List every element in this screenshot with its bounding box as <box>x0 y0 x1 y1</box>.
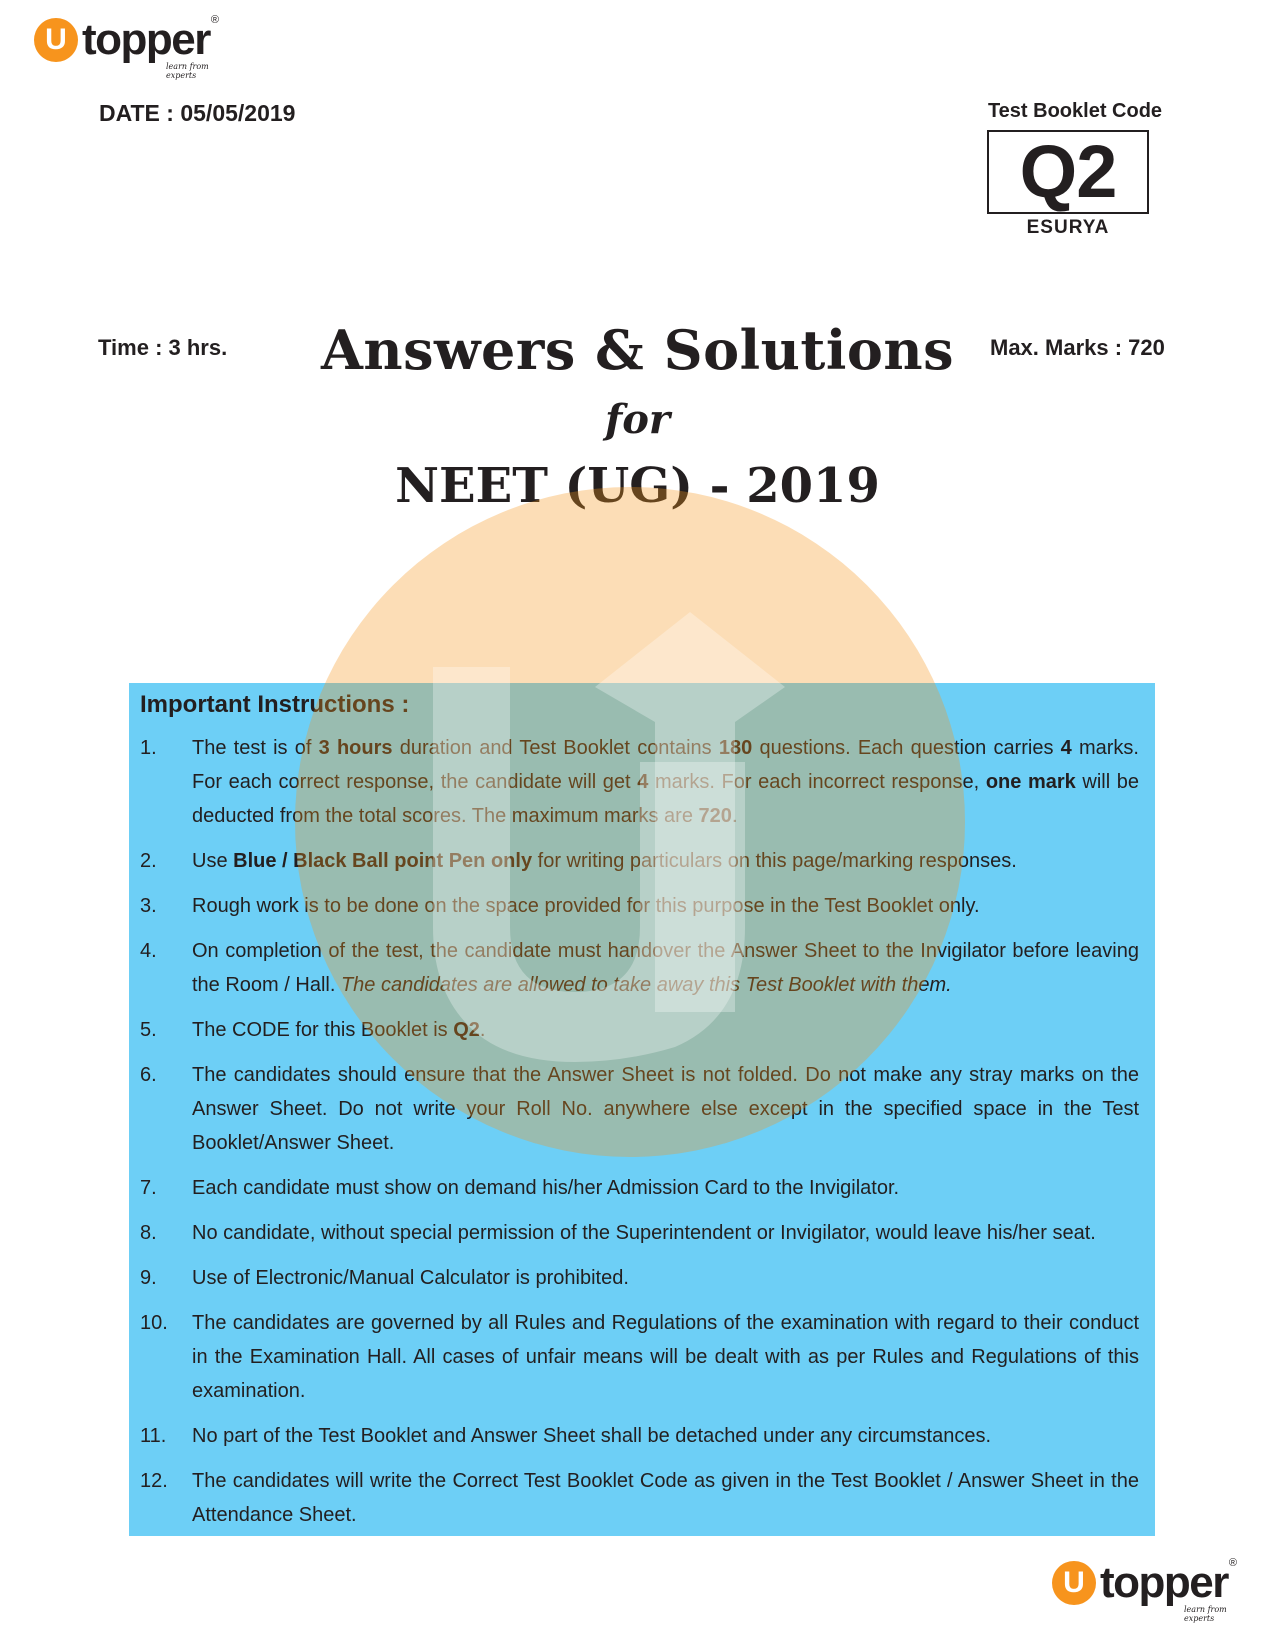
instruction-item <box>140 731 1139 833</box>
instruction-item <box>140 1306 1139 1408</box>
instruction-text: Each candidate must show on demand his/her Admission Card to the Invigilator. <box>192 1177 900 1199</box>
instruction-number: 1. <box>140 737 157 759</box>
instruction-text: No part of the Test Booklet and Answer Sheet shall be detached under any circumstances. <box>192 1425 991 1447</box>
logo-footer-tagline: learn from experts <box>1184 1605 1227 1623</box>
instruction-item <box>140 1171 1139 1205</box>
instruction-number: 10. <box>140 1312 168 1334</box>
instruction-text: The candidates are governed by all Rules and Regulations of the examination with regard to their conduct in the Examination Hall. All cases of unfair means will be dealt with as per Rules and Regulations of this examination. <box>192 1312 1139 1402</box>
instruction-number: 12. <box>140 1470 168 1492</box>
instruction-item <box>140 934 1139 1002</box>
instruction-item <box>140 844 1139 878</box>
instruction-number: 3. <box>140 895 157 917</box>
exam-name: NEET (UG) - 2019 <box>395 458 880 514</box>
logo-tagline: learn from experts <box>166 62 209 80</box>
instructions-panel <box>129 683 1155 1536</box>
instruction-text: Use of Electronic/Manual Calculator is prohibited. <box>192 1267 629 1289</box>
instruction-item <box>140 1419 1139 1453</box>
instruction-item <box>140 1216 1139 1250</box>
title-connector: for <box>605 396 670 443</box>
instruction-number: 4. <box>140 940 157 962</box>
registered-mark-footer: ® <box>1228 1557 1237 1569</box>
instruction-text: The CODE for this Booklet is Q2. <box>192 1019 486 1041</box>
instruction-text: The candidates should ensure that the Answer Sheet is not folded. Do not make any stray marks on the Answer Sheet. Do not write your Roll No. anywhere else except in the specified space in the Test Booklet/Answer Sheet. <box>192 1064 1139 1154</box>
instructions-heading: Important Instructions : <box>140 691 410 718</box>
instruction-item <box>140 1058 1139 1160</box>
page-title: Answers & Solutions <box>320 318 955 382</box>
exam-duration: Time : 3 hrs. <box>98 335 228 360</box>
instruction-number: 8. <box>140 1222 157 1244</box>
booklet-code: Q2 <box>987 130 1149 214</box>
topper-logo-footer-icon: U <box>1052 1561 1096 1605</box>
instruction-number: 11. <box>140 1425 167 1447</box>
topper-logo <box>34 14 219 80</box>
booklet-code-label: Test Booklet Code <box>987 100 1163 122</box>
registered-mark: ® <box>210 14 219 26</box>
instruction-number: 7. <box>140 1177 157 1199</box>
instructions-list <box>140 731 1139 1532</box>
instruction-text: The test is of 3 hours duration and Test Booklet contains 180 questions. Each question carries 4 marks. For each correct response, the candidate will get 4 marks. For each incorrect response, one mark will be deducted from the total scores. The maximum marks are 720. <box>192 737 1139 827</box>
exam-date: DATE : 05/05/2019 <box>99 100 296 126</box>
instruction-item <box>140 1261 1139 1295</box>
instruction-number: 5. <box>140 1019 157 1041</box>
instruction-item <box>140 1464 1139 1532</box>
instruction-item <box>140 1013 1139 1047</box>
instruction-number: 9. <box>140 1267 157 1289</box>
instruction-text: On completion of the test, the candidate must handover the Answer Sheet to the Invigilator before leaving the Room / Hall. The candidates are allowed to take away this Test Booklet with them. <box>192 940 1139 996</box>
instruction-text: No candidate, without special permission of the Superintendent or Invigilator, would leave his/her seat. <box>192 1222 1096 1244</box>
instruction-text: Use Blue / Black Ball point Pen only for writing particulars on this page/marking responses. <box>192 850 1017 872</box>
booklet-code-subtitle: ESURYA <box>1026 217 1110 238</box>
max-marks: Max. Marks : 720 <box>990 335 1165 360</box>
instruction-text: The candidates will write the Correct Test Booklet Code as given in the Test Booklet / Answer Sheet in the Attendance Sheet. <box>192 1470 1139 1526</box>
topper-logo-icon: U <box>34 18 78 62</box>
topper-logo-text: topper <box>82 15 210 64</box>
topper-logo-footer <box>1052 1557 1237 1623</box>
instruction-number: 2. <box>140 850 157 872</box>
instruction-item <box>140 889 1139 923</box>
instruction-number: 6. <box>140 1064 157 1086</box>
topper-logo-footer-text: topper <box>1100 1558 1228 1607</box>
instruction-text: Rough work is to be done on the space provided for this purpose in the Test Booklet only. <box>192 895 980 917</box>
